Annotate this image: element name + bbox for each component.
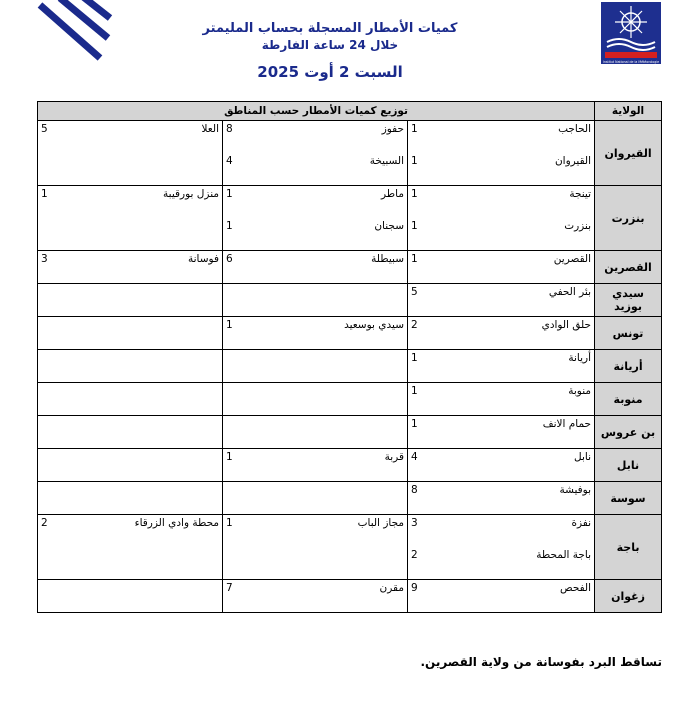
station-name: بنزرت	[433, 218, 595, 251]
governorate-cell: زغوان	[595, 580, 662, 613]
page-subtitle: خلال 24 ساعة الفارطة	[261, 38, 399, 52]
rainfall-value: 1	[408, 251, 433, 284]
page-title: كميات الأمطار المسجلة بحساب المليمتر	[202, 21, 458, 36]
table-row	[38, 515, 662, 548]
table-row	[38, 449, 662, 482]
rainfall-value	[38, 317, 63, 350]
rainfall-value: 7	[223, 580, 248, 613]
station-name: القصرين	[433, 251, 595, 284]
report-date: السبت 2 أوت 2025	[257, 63, 403, 81]
station-name	[248, 482, 408, 515]
table-row	[38, 218, 662, 251]
station-name: العلا	[63, 121, 223, 154]
station-name: الفحص	[433, 580, 595, 613]
rainfall-value	[223, 350, 248, 383]
governorate-cell: باجة	[595, 515, 662, 580]
station-name: حمام الانف	[433, 416, 595, 449]
rainfall-value: 4	[223, 153, 248, 186]
table-row	[38, 482, 662, 515]
table-row	[38, 284, 662, 317]
station-name: السبيخة	[248, 153, 408, 186]
rainfall-value: 1	[223, 186, 248, 219]
rainfall-value	[38, 284, 63, 317]
rainfall-value: 5	[38, 121, 63, 154]
rainfall-value	[223, 482, 248, 515]
rainfall-value: 1	[408, 121, 433, 154]
rainfall-value	[38, 153, 63, 186]
station-name	[63, 449, 223, 482]
station-name: باجة المحطة	[433, 547, 595, 580]
rainfall-value: 1	[408, 186, 433, 219]
governorate-header: الولاية	[595, 102, 662, 121]
governorate-cell: بن عروس	[595, 416, 662, 449]
decorative-stripes	[30, 0, 120, 70]
table-row	[38, 153, 662, 186]
table-row	[38, 580, 662, 613]
station-name	[63, 482, 223, 515]
rainfall-value	[38, 580, 63, 613]
station-name	[63, 350, 223, 383]
rainfall-value	[38, 547, 63, 580]
table-row	[38, 547, 662, 580]
station-name: نابل	[433, 449, 595, 482]
rainfall-value	[223, 383, 248, 416]
station-name	[248, 547, 408, 580]
station-name	[63, 547, 223, 580]
station-name: القيروان	[433, 153, 595, 186]
station-name: ماطر	[248, 186, 408, 219]
station-name	[248, 284, 408, 317]
rainfall-value	[38, 482, 63, 515]
station-name	[63, 383, 223, 416]
institute-logo	[601, 2, 661, 64]
station-name	[63, 218, 223, 251]
table-row	[38, 186, 662, 219]
hail-note: تساقط البرد بفوسانة من ولاية القصرين.	[420, 655, 662, 669]
table-row	[38, 383, 662, 416]
station-name: منزل بورقيبة	[63, 186, 223, 219]
rainfall-value: 5	[408, 284, 433, 317]
rainfall-value: 1	[408, 218, 433, 251]
station-name	[248, 350, 408, 383]
governorate-cell: القصرين	[595, 251, 662, 284]
rainfall-value	[223, 547, 248, 580]
rainfall-value: 1	[408, 350, 433, 383]
rainfall-value: 1	[408, 383, 433, 416]
station-name: سجنان	[248, 218, 408, 251]
station-name: قربة	[248, 449, 408, 482]
station-name: أريانة	[433, 350, 595, 383]
station-name	[248, 416, 408, 449]
rainfall-table	[37, 101, 662, 613]
distribution-header: توزيع كميات الأمطار حسب المناطق	[38, 102, 595, 121]
governorate-cell: بنزرت	[595, 186, 662, 251]
rainfall-value: 8	[223, 121, 248, 154]
station-name: سبيطلة	[248, 251, 408, 284]
table-row	[38, 121, 662, 154]
station-name: حفوز	[248, 121, 408, 154]
rainfall-value: 3	[408, 515, 433, 548]
rainfall-value: 1	[408, 416, 433, 449]
rainfall-value: 4	[408, 449, 433, 482]
station-name: منوبة	[433, 383, 595, 416]
rainfall-value	[38, 416, 63, 449]
rainfall-value	[38, 350, 63, 383]
station-name: مقرن	[248, 580, 408, 613]
station-name: الحاجب	[433, 121, 595, 154]
rainfall-value	[223, 416, 248, 449]
rainfall-value	[38, 218, 63, 251]
station-name	[63, 153, 223, 186]
station-name: بوفيشة	[433, 482, 595, 515]
governorate-cell: نابل	[595, 449, 662, 482]
rainfall-value	[38, 449, 63, 482]
rainfall-value: 6	[223, 251, 248, 284]
rainfall-value: 1	[408, 153, 433, 186]
station-name	[63, 317, 223, 350]
rainfall-value: 1	[223, 449, 248, 482]
station-name: بئر الحفي	[433, 284, 595, 317]
rainfall-value: 9	[408, 580, 433, 613]
governorate-cell: سيدي بوزيد	[595, 284, 662, 317]
rainfall-value: 2	[38, 515, 63, 548]
governorate-cell: أريانة	[595, 350, 662, 383]
rainfall-value: 8	[408, 482, 433, 515]
governorate-cell: تونس	[595, 317, 662, 350]
station-name	[63, 284, 223, 317]
station-name	[63, 416, 223, 449]
table-row	[38, 416, 662, 449]
table-row	[38, 317, 662, 350]
table-row	[38, 350, 662, 383]
rainfall-value: 1	[223, 515, 248, 548]
station-name	[248, 383, 408, 416]
table-row	[38, 251, 662, 284]
rainfall-value: 2	[408, 317, 433, 350]
rainfall-value	[223, 284, 248, 317]
rainfall-value: 2	[408, 547, 433, 580]
station-name	[63, 580, 223, 613]
station-name: نفزة	[433, 515, 595, 548]
rainfall-value: 1	[223, 218, 248, 251]
rainfall-value: 3	[38, 251, 63, 284]
station-name: فوسانة	[63, 251, 223, 284]
station-name: تينجة	[433, 186, 595, 219]
rainfall-value: 1	[38, 186, 63, 219]
governorate-cell: سوسة	[595, 482, 662, 515]
rainfall-value	[38, 383, 63, 416]
logo-caption: Institut National de la Météorologie	[602, 60, 660, 64]
rainfall-value: 1	[223, 317, 248, 350]
governorate-cell: منوبة	[595, 383, 662, 416]
station-name: حلق الوادي	[433, 317, 595, 350]
governorate-cell: القيروان	[595, 121, 662, 186]
station-name: سيدي بوسعيد	[248, 317, 408, 350]
station-name: محطة وادي الزرقاء	[63, 515, 223, 548]
station-name: مجاز الباب	[248, 515, 408, 548]
